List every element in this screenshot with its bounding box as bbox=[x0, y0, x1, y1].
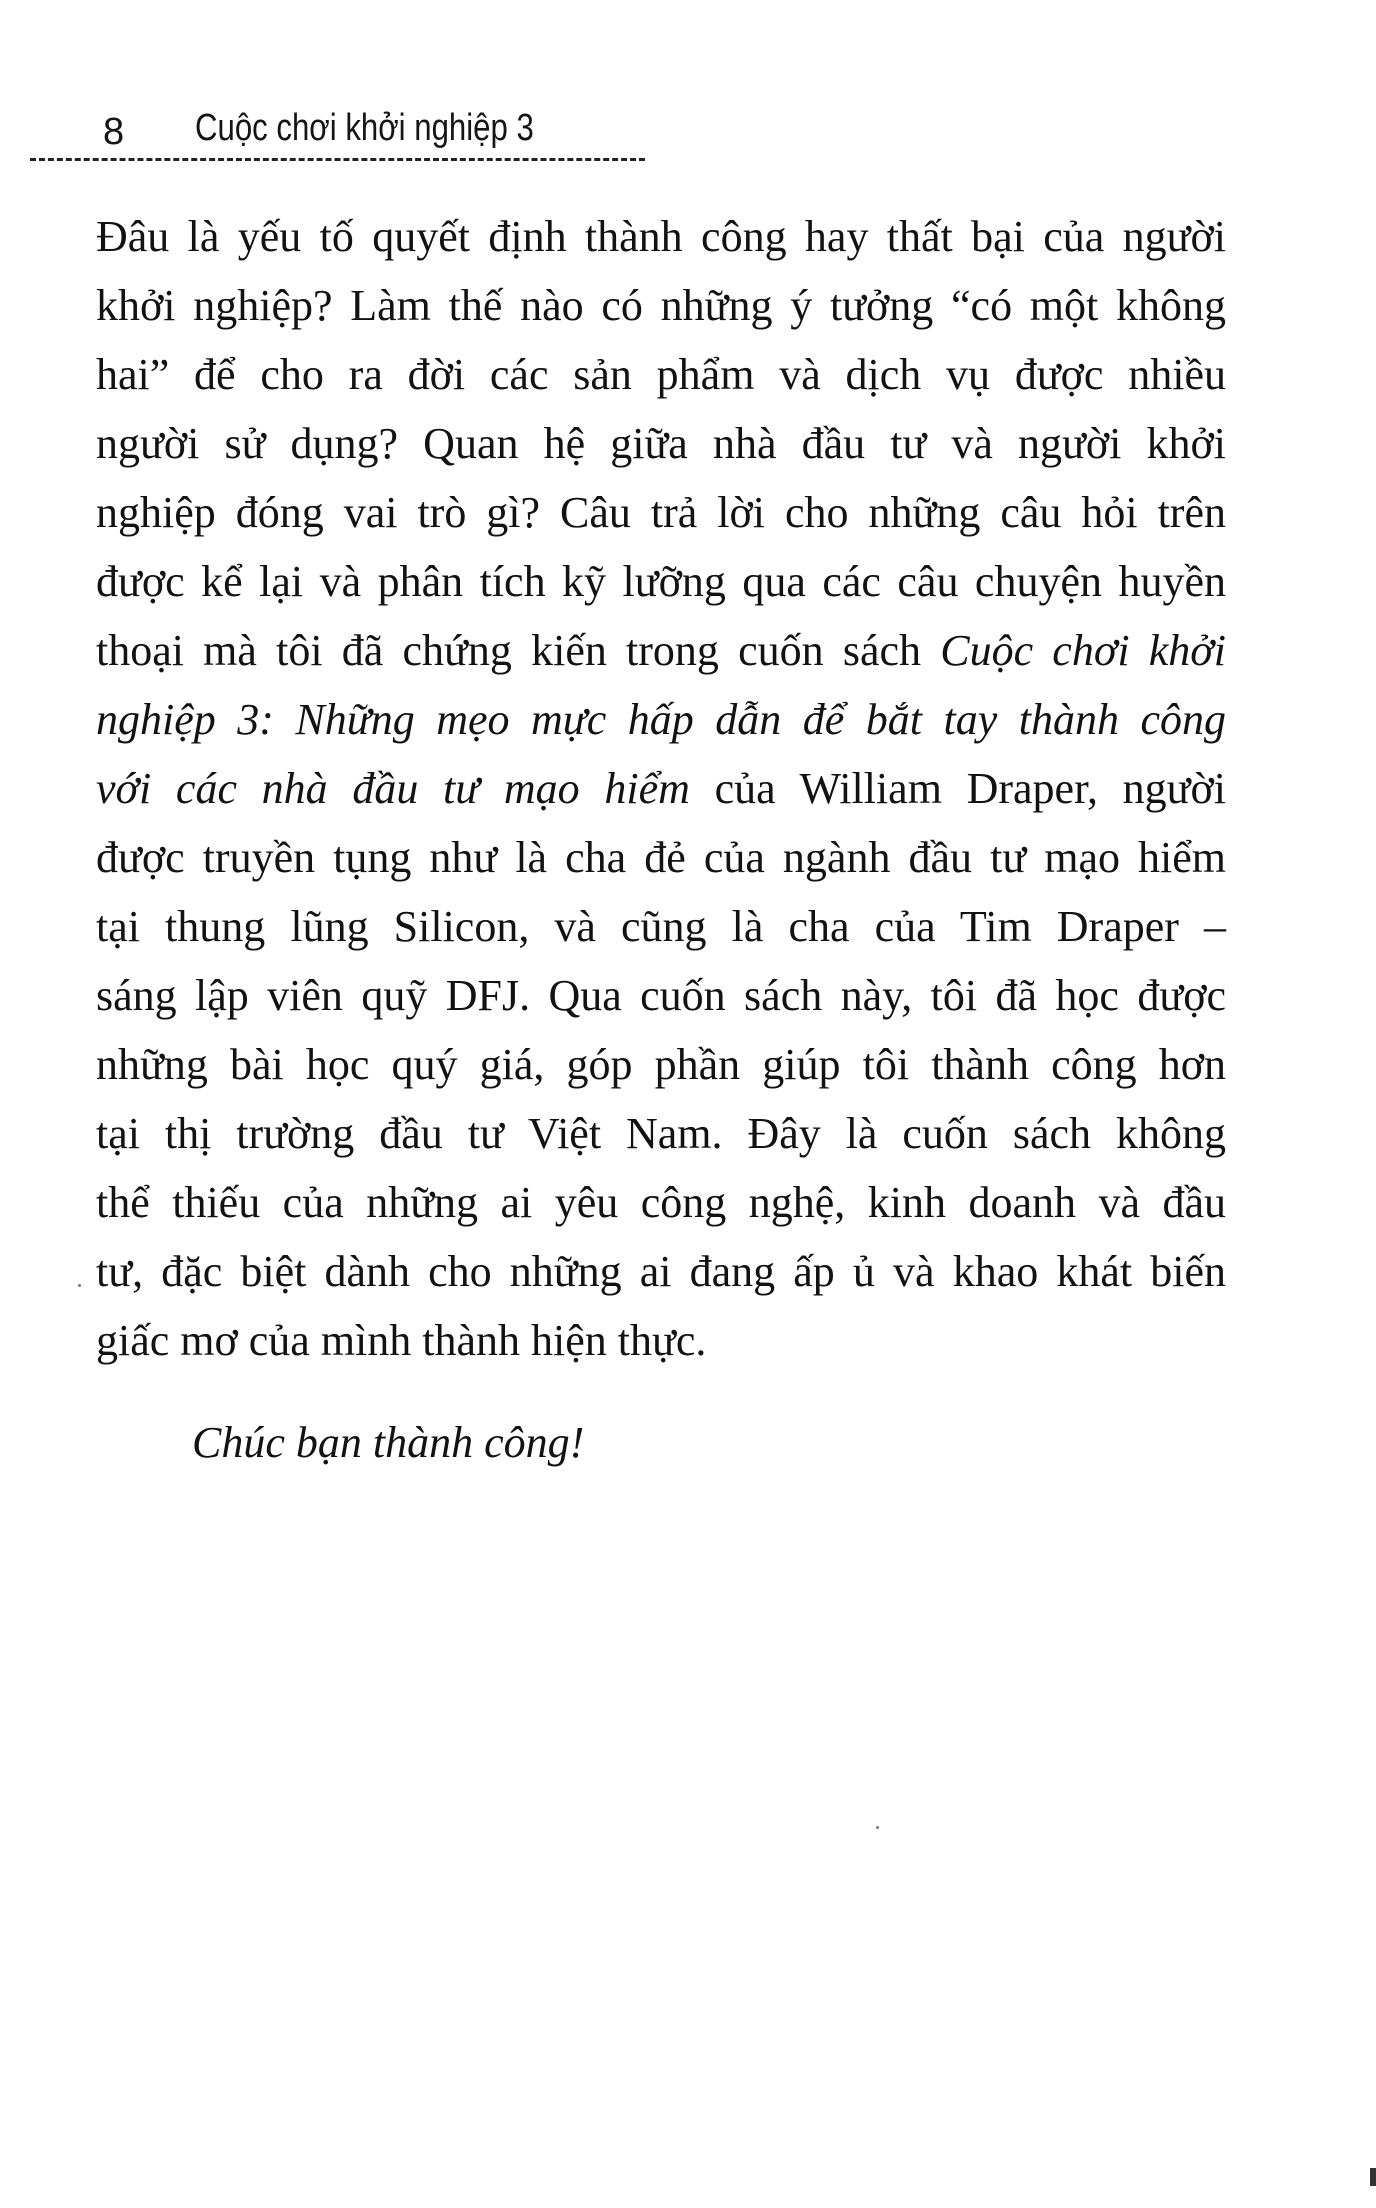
text-line: những bài học quý giá, góp phần giúp tôi thành công hơn bbox=[96, 1040, 1226, 1089]
text-run: thoại mà tôi đã chứng kiến trong cuốn sách bbox=[96, 626, 941, 675]
text-line: được kể lại và phân tích kỹ lưỡng qua các câu chuyện huyền bbox=[96, 557, 1226, 606]
text-line bbox=[96, 754, 1226, 823]
text-line: nghiệp đóng vai trò gì? Câu trả lời cho những câu hỏi trên bbox=[96, 488, 1226, 537]
text-line: Đâu là yếu tố quyết định thành công hay thất bại của người bbox=[96, 212, 1226, 261]
book-title-italic: Cuộc chơi khởi bbox=[940, 626, 1226, 675]
text-line: khởi nghiệp? Làm thế nào có những ý tưởng “có một không bbox=[96, 281, 1226, 330]
book-title-italic: nghiệp 3: Những mẹo mực hấp dẫn để bắt tay thành công bbox=[96, 695, 1226, 744]
text-run: của William Draper, người bbox=[689, 764, 1226, 813]
header-dashed-rule bbox=[30, 158, 645, 161]
book-title-italic: với các nhà đầu tư mạo hiểm bbox=[96, 764, 690, 813]
scan-speck bbox=[876, 1826, 879, 1829]
text-line: được truyền tụng như là cha đẻ của ngành đầu tư mạo hiểm bbox=[96, 833, 1226, 882]
page-number: 8 bbox=[103, 111, 125, 153]
scan-edge-mark bbox=[1370, 2168, 1376, 2186]
scan-speck bbox=[78, 1284, 81, 1287]
text-line: tại thị trường đầu tư Việt Nam. Đây là cuốn sách không bbox=[96, 1109, 1226, 1158]
running-title: Cuộc chơi khởi nghiệp 3 bbox=[195, 107, 534, 149]
page-header bbox=[0, 0, 1376, 190]
text-line: tại thung lũng Silicon, và cũng là cha của Tim Draper – bbox=[96, 902, 1226, 951]
closing-line: Chúc bạn thành công! bbox=[192, 1418, 585, 1467]
text-line: người sử dụng? Quan hệ giữa nhà đầu tư và người khởi bbox=[96, 419, 1226, 468]
text-line: hai” để cho ra đời các sản phẩm và dịch vụ được nhiều bbox=[96, 350, 1226, 399]
text-line: sáng lập viên quỹ DFJ. Qua cuốn sách này, tôi đã học được bbox=[96, 971, 1226, 1020]
text-line: tư, đặc biệt dành cho những ai đang ấp ủ và khao khát biến bbox=[96, 1247, 1226, 1296]
text-line: thể thiếu của những ai yêu công nghệ, kinh doanh và đầu bbox=[96, 1178, 1226, 1227]
text-line: giấc mơ của mình thành hiện thực. bbox=[96, 1316, 707, 1365]
body-paragraph bbox=[96, 202, 1226, 1375]
text-line bbox=[96, 616, 1226, 685]
